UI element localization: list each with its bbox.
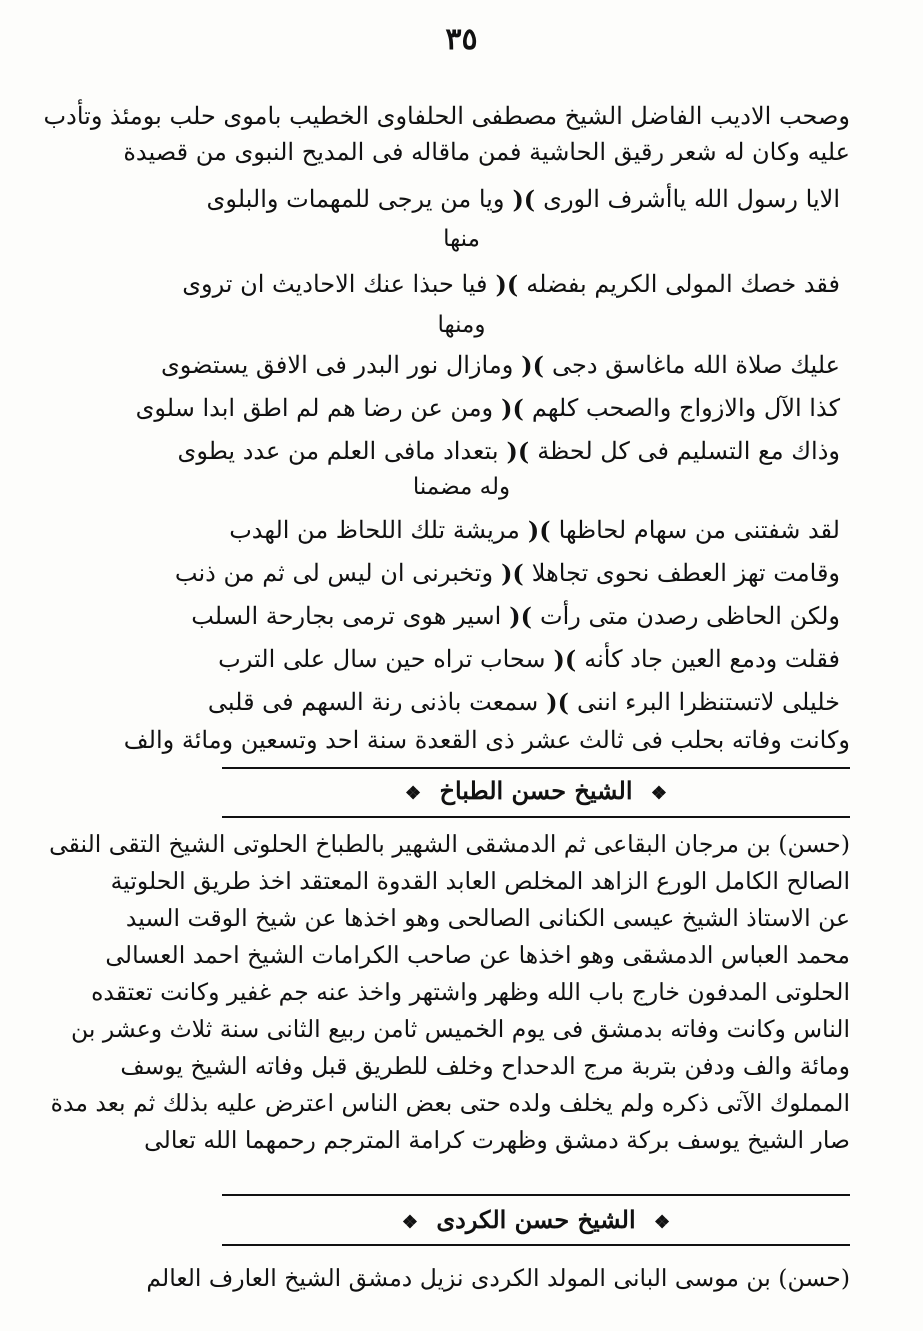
biography-paragraph [49, 826, 850, 1159]
verse-first-hemistich: عليك صلاة الله ماغاسق دجى [552, 351, 840, 379]
ornament-icon: ❖ [650, 783, 668, 804]
verse-separator: )( [506, 436, 530, 466]
biography-line: الناس وكانت وفاته بدمشق فى يوم الخميس ثامن ربيع الثانى سنة ثلاث وعشر بن [70, 1015, 850, 1043]
biography-heading [222, 1205, 850, 1234]
section-note: منها [443, 226, 480, 252]
verse-second-hemistich: سمعت باذنى رنة السهم فى قلبى [207, 688, 539, 716]
divider-rule [222, 1244, 850, 1246]
biography-line: (حسن) بن موسى البانى المولد الكردى نزيل دمشق الشيخ العارف العالم [146, 1264, 850, 1292]
verse-first-hemistich: وقامت تهز العطف نحوى تجاهلا [531, 559, 840, 587]
verse-separator: )( [509, 601, 533, 631]
verse-separator: )( [521, 350, 544, 380]
verse-first-hemistich: كذا الآل والازواج والصحب كلهم [531, 394, 840, 422]
verse-second-hemistich: وتخبرنى ان ليس لى ثم من ذنب [174, 559, 494, 587]
verse-second-hemistich: سحاب تراه حين سال على الترب [218, 645, 546, 673]
divider-rule [222, 1194, 850, 1196]
verse-second-hemistich: ومازال نور البدر فى الافق يستضوى [160, 351, 514, 379]
heading-title: الشيخ حسن الطباخ [439, 776, 633, 805]
biography-heading [222, 776, 850, 805]
ornament-icon: ❖ [404, 783, 422, 804]
verse-line [191, 595, 840, 637]
biography-line: محمد العباس الدمشقى وهو اخذها عن صاحب الكرامات الشيخ احمد العسالى [105, 941, 850, 969]
divider-rule [222, 767, 850, 769]
verse-line [174, 552, 840, 594]
verse-second-hemistich: بتعداد مافى العلم من عدد يطوى [177, 437, 499, 465]
verse-first-hemistich: الايا رسول الله ياأشرف الورى [543, 185, 840, 213]
biography-line: ومائة والف ودفن بتربة مرج الدحداح وخلف للطريق قبل وفاته الشيخ يوسف [120, 1052, 850, 1080]
verse-first-hemistich: ولكن الحاظى رصدن متى رأت [540, 602, 840, 630]
verse-second-hemistich: اسير هوى ترمى بجارحة السلب [191, 602, 502, 630]
divider-rule [222, 816, 850, 818]
verse-line [160, 344, 840, 386]
section-note: ومنها [437, 312, 486, 338]
verse-second-hemistich: ويا من يرجى للمهمات والبلوى [206, 185, 505, 213]
death-note-line: وكانت وفاته بحلب فى ثالث عشر ذى القعدة سنة احد وتسعين ومائة والف [123, 726, 850, 754]
verse-separator: )( [495, 269, 519, 299]
biography-line: الحلوتى المدفون خارج باب الله وظهر واشتهر واخذ عنه جم غفير وكانت تعتقده [91, 978, 850, 1006]
verse-line [206, 178, 840, 220]
biography-paragraph [146, 1260, 850, 1297]
verse-separator: )( [546, 687, 569, 717]
verse-first-hemistich: لقد شفتنى من سهام لحاظها [558, 516, 840, 544]
verse-line [135, 387, 840, 429]
biography-line: صار الشيخ يوسف بركة دمشق وظهرت كرامة المترجم رحمهما الله تعالى [144, 1126, 850, 1154]
verse-separator: )( [553, 644, 577, 674]
verse-line [207, 681, 840, 723]
biography-line: المملوك الآتى ذكره ولم يخلف ولده حتى بعض الناس اعترض عليه بذلك ثم بعد مدة [50, 1089, 850, 1117]
biography-line: الصالح الكامل الورع الزاهد المخلص العابد القدوة المعتقد اخذ طريق الحلوتية [110, 867, 850, 895]
intro-line: عليه وكان له شعر رقيق الحاشية فمن ماقاله فى المديح النبوى من قصيدة [123, 138, 850, 166]
biography-line: (حسن) بن مرجان البقاعى ثم الدمشقى الشهير بالطباخ الحلوتى الشيخ التقى النقى [49, 830, 850, 858]
ornament-icon: ❖ [654, 1212, 671, 1233]
death-note [123, 722, 850, 758]
verse-separator: )( [527, 515, 551, 545]
verse-separator: )( [501, 558, 524, 588]
section-note: وله مضمنا [412, 474, 511, 500]
verse-separator: )( [501, 393, 524, 423]
ornament-icon: ❖ [401, 1212, 418, 1233]
intro-paragraph [43, 98, 850, 170]
page-number: ٣٥ [445, 22, 478, 57]
verse-second-hemistich: ومن عن رضا هم لم اطق ابدا سلوى [135, 394, 494, 422]
verse-line [229, 509, 840, 551]
verse-first-hemistich: فقلت ودمع العين جاد كأنه [584, 645, 840, 673]
verse-line [218, 638, 840, 680]
biography-line: عن الاستاذ الشيخ عيسى الكنانى الصالحى وهو اخذها عن شيخ الوقت السيد [125, 904, 850, 932]
verse-first-hemistich: وذاك مع التسليم فى كل لحظة [537, 437, 840, 465]
heading-title: الشيخ حسن الكردى [436, 1205, 636, 1234]
verse-first-hemistich: خليلى لاتستنظرا البرء اننى [576, 688, 840, 716]
verse-second-hemistich: فيا حبذا عنك الاحاديث ان تروى [182, 270, 488, 298]
verse-line [177, 430, 840, 472]
verse-first-hemistich: فقد خصك المولى الكريم بفضله [526, 270, 840, 298]
verse-second-hemistich: مريشة تلك اللحاظ من الهدب [229, 516, 520, 544]
verse-separator: )( [512, 184, 536, 214]
intro-line: وصحب الاديب الفاضل الشيخ مصطفى الحلفاوى الخطيب باموى حلب بومئذ وتأدب [43, 102, 850, 130]
verse-line [182, 263, 840, 305]
